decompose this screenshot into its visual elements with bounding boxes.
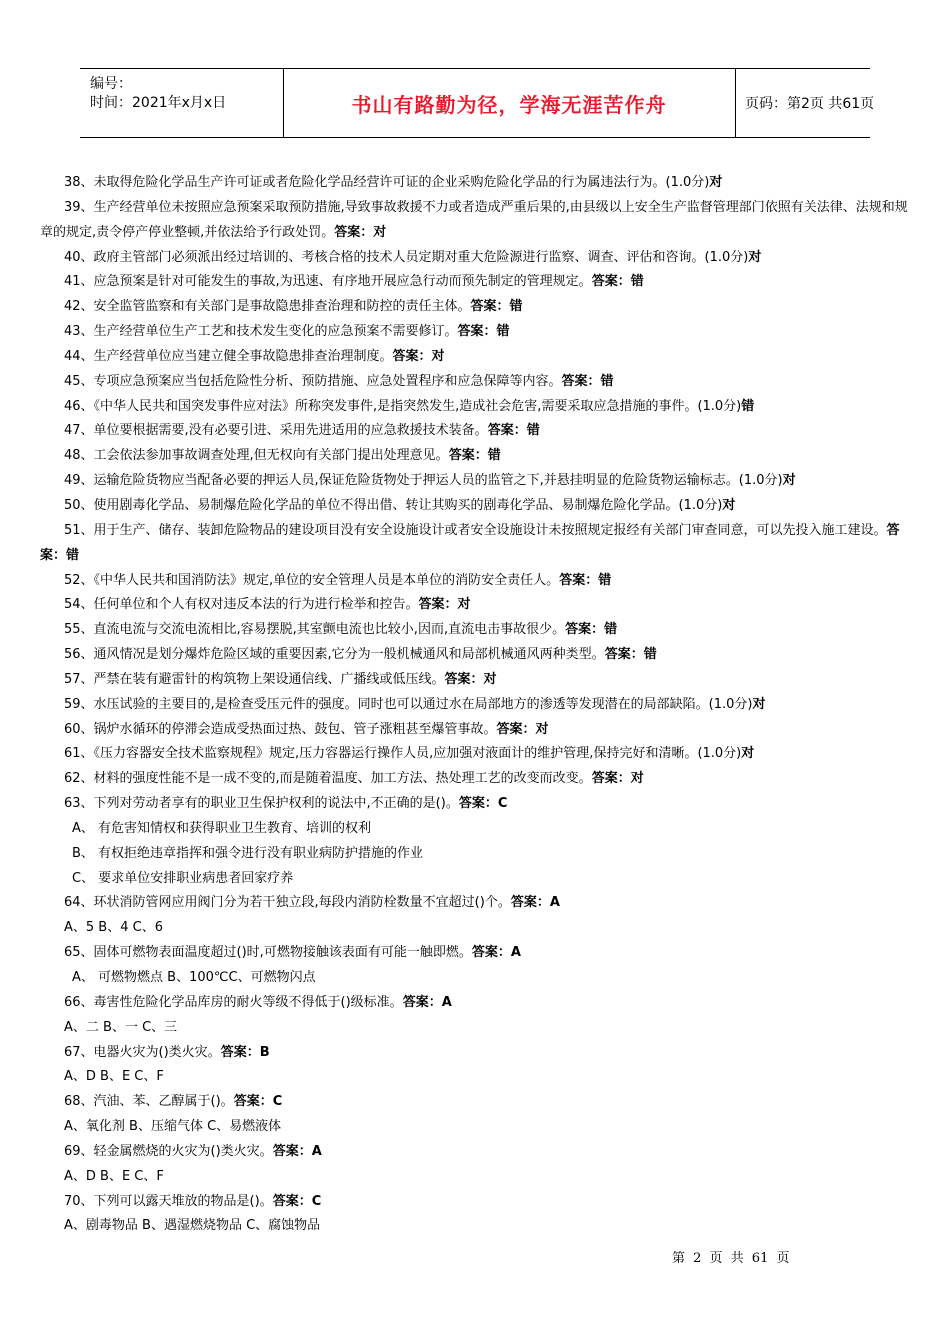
question-text: 46、《中华人民共和国突发事件应对法》所称突发事件,是指突然发生,造成社会危害,需要采取应急措施的事件。(1.0分) xyxy=(64,398,742,414)
question-item xyxy=(40,891,920,916)
question-item xyxy=(40,618,920,643)
question-item xyxy=(40,320,920,345)
answer-text: 答案：对 xyxy=(444,671,497,687)
question-item xyxy=(40,1190,920,1215)
answer-text: 对 xyxy=(752,696,766,712)
question-item xyxy=(40,792,920,817)
answer-text: 答案：A xyxy=(471,945,521,961)
option-line: A、二 B、一 C、三 xyxy=(64,1019,178,1035)
option-line: B、 有权拒绝违章指挥和强令进行没有职业病防护措施的作业 xyxy=(72,845,424,861)
option-line: A、剧毒物品 B、遇湿燃烧物品 C、腐蚀物品 xyxy=(64,1218,321,1234)
answer-text: 答案：错 xyxy=(559,572,612,588)
question-text: 38、未取得危险化学品生产许可证或者危险化学品经营许可证的企业采购危险化学品的行为属违法行为。(1.0分) xyxy=(64,175,710,190)
answer-text: 对 xyxy=(782,473,796,489)
answer-text: 答案：错 xyxy=(470,299,523,315)
answer-text: 答案：C xyxy=(272,1193,322,1209)
question-item xyxy=(40,419,920,444)
question-text: 49、运输危险货物应当配备必要的押运人员,保证危险货物处于押运人员的监管之下,并悬挂明显的危险货物运输标志。(1.0分) xyxy=(64,473,783,489)
question-item xyxy=(40,494,920,519)
option-line: A、5 B、4 C、6 xyxy=(64,920,163,936)
answer-text: 对 xyxy=(709,175,723,190)
question-text: 68、汽油、苯、乙醇属于()。 xyxy=(64,1094,234,1110)
answer-text: 对 xyxy=(741,746,755,762)
question-text: 70、下列可以露天堆放的物品是()。 xyxy=(64,1193,273,1209)
answer-text: 答案：错 xyxy=(457,324,510,340)
question-text: 55、直流电流与交流电流相比,容易摆脱,其室颤电流也比较小,因而,直流电击事故很少。 xyxy=(64,622,566,638)
answer-text: 答案：错 xyxy=(604,647,657,663)
question-item xyxy=(40,196,920,246)
option-line: A、氧化剂 B、压缩气体 C、易燃液体 xyxy=(64,1119,282,1135)
question-text: 65、固体可燃物表面温度超过()时,可燃物接触该表面有可能一触即燃。 xyxy=(64,945,472,961)
question-text: 44、生产经营单位应当建立健全事故隐患排查治理制度。 xyxy=(64,348,393,364)
question-item xyxy=(40,569,920,594)
question-list xyxy=(40,171,920,1239)
question-text: 56、通风情况是划分爆炸危险区域的重要因素,它分为一般机械通风和局部机械通风两种类型。 xyxy=(64,647,605,663)
question-item xyxy=(40,246,920,271)
question-text: 63、下列对劳动者享有的职业卫生保护权利的说法中,不正确的是()。 xyxy=(64,796,459,812)
answer-text: 答案：错 xyxy=(448,448,501,464)
answer-text: 答案：错 xyxy=(487,423,540,439)
header-left-cell xyxy=(80,69,284,137)
page-info: 页码：第2页 共61页 xyxy=(745,96,875,112)
question-item xyxy=(40,767,920,792)
question-item xyxy=(40,469,920,494)
question-text: 51、用于生产、储存、装卸危险物品的建设项目没有安全设施设计或者安全设施设计未按照规定报经有关部门审查同意，可以先投入施工建设。 xyxy=(64,522,887,538)
page-header xyxy=(80,68,875,138)
question-text: 47、单位要根据需要,没有必要引进、采用先进适用的应急救援技术装备。 xyxy=(64,423,488,439)
answer-text: 错 xyxy=(741,398,755,414)
header-middle-cell xyxy=(283,69,736,137)
question-item xyxy=(40,171,920,196)
page-footer: 第 2 页 共 61 页 xyxy=(672,1251,790,1266)
question-item xyxy=(40,718,920,743)
question-text: 40、政府主管部门必须派出经过培训的、考核合格的技术人员定期对重大危险源进行监察、调查、评估和咨询。(1.0分) xyxy=(64,249,749,265)
question-text: 41、应急预案是针对可能发生的事故,为迅速、有序地开展应急行动而预先制定的管理规定。 xyxy=(64,274,592,290)
question-item xyxy=(40,593,920,618)
answer-text: 答案：对 xyxy=(496,721,549,737)
question-text: 62、材料的强度性能不是一成不变的,而是随着温度、加工方法、热处理工艺的改变而改变。 xyxy=(64,771,592,787)
option-line: A、D B、E C、F xyxy=(64,1168,164,1184)
answer-text: 答案：C xyxy=(233,1094,283,1110)
question-text: 54、任何单位和个人有权对违反本法的行为进行检举和控告。 xyxy=(64,597,419,613)
answer-text: 答案：对 xyxy=(418,597,471,613)
question-item xyxy=(40,370,920,395)
question-item xyxy=(40,742,920,767)
answer-text: 答案：A xyxy=(510,895,560,911)
question-text: 42、安全监管监察和有关部门是事故隐患排查治理和防控的责任主体。 xyxy=(64,299,471,315)
answer-text: 答案：对 xyxy=(334,224,387,240)
answer-text: 答案：C xyxy=(458,796,508,812)
question-item xyxy=(40,643,920,668)
number-label: 编号： xyxy=(90,76,132,92)
question-item xyxy=(40,345,920,370)
header-right-cell xyxy=(735,69,875,137)
question-item xyxy=(40,444,920,469)
answer-text: 答案：错 xyxy=(565,622,618,638)
answer-text: 答案：对 xyxy=(392,348,445,364)
option-line: C、 要求单位安排职业病患者回家疗养 xyxy=(72,870,294,886)
question-text: 45、专项应急预案应当包括危险性分析、预防措施、应急处置程序和应急保障等内容。 xyxy=(64,373,562,389)
question-item xyxy=(40,991,920,1016)
question-item xyxy=(40,941,920,966)
question-text: 48、工会依法参加事故调查处理,但无权向有关部门提出处理意见。 xyxy=(64,448,449,464)
question-text: 52、《中华人民共和国消防法》规定,单位的安全管理人员是本单位的消防安全责任人。 xyxy=(64,572,560,588)
question-text: 43、生产经营单位生产工艺和技术发生变化的应急预案不需要修订。 xyxy=(64,324,458,340)
answer-text: 答案：错 xyxy=(40,522,900,563)
answer-text: 对 xyxy=(748,249,762,265)
answer-text: 答案：错 xyxy=(591,274,644,290)
question-item xyxy=(40,519,920,569)
question-item xyxy=(40,1041,920,1066)
question-text: 67、电器火灾为()类火灾。 xyxy=(64,1044,221,1060)
option-line: A、 有危害知情权和获得职业卫生教育、培训的权利 xyxy=(72,820,372,836)
question-text: 66、毒害性危险化学品库房的耐火等级不得低于()级标准。 xyxy=(64,994,403,1010)
answer-text: 答案：B xyxy=(220,1044,270,1060)
question-text: 61、《压力容器安全技术监察规程》规定,压力容器运行操作人员,应加强对液面计的维护管理,保持完好和清晰。(1.0分) xyxy=(64,746,742,762)
question-text: 60、锅炉水循环的停滞会造成受热面过热、鼓包、管子涨粗甚至爆管事故。 xyxy=(64,721,497,737)
question-text: 64、环状消防管网应用阀门分为若干独立段,每段内消防栓数量不宜超过()个。 xyxy=(64,895,511,911)
question-text: 39、生产经营单位未按照应急预案采取预防措施,导致事故救援不力或者造成严重后果的,由县级以上安全生产监督管理部门依照有关法律、法规和规章的规定,责令停产停业整顿,并依法给予行政处罚。 xyxy=(40,199,908,240)
question-item xyxy=(40,395,920,420)
answer-text: 对 xyxy=(722,497,736,513)
question-text: 50、使用剧毒化学品、易制爆危险化学品的单位不得出借、转让其购买的剧毒化学品、易制爆危险化学品。(1.0分) xyxy=(64,497,723,513)
option-line: A、 可燃物燃点 B、100℃C、可燃物闪点 xyxy=(72,970,316,985)
answer-text: 答案：A xyxy=(402,994,452,1010)
question-item xyxy=(40,270,920,295)
question-text: 69、轻金属燃烧的火灾为()类火灾。 xyxy=(64,1143,273,1159)
question-item xyxy=(40,693,920,718)
question-item xyxy=(40,1090,920,1115)
time-label: 时间：2021年x月x日 xyxy=(90,95,227,111)
question-item xyxy=(40,668,920,693)
question-text: 57、严禁在装有避雷针的构筑物上架设通信线、广播线或低压线。 xyxy=(64,671,445,687)
question-item xyxy=(40,295,920,320)
question-text: 59、水压试验的主要目的,是检查受压元件的强度。同时也可以通过水在局部地方的渗透等发现潜在的局部缺陷。(1.0分) xyxy=(64,696,753,712)
motto-text: 书山有路勤为径，学海无涯苦作舟 xyxy=(351,93,667,117)
answer-text: 答案：错 xyxy=(561,373,614,389)
answer-text: 答案：A xyxy=(272,1143,322,1159)
question-item xyxy=(40,1140,920,1165)
option-line: A、D B、E C、F xyxy=(64,1069,164,1085)
answer-text: 答案：对 xyxy=(591,771,644,787)
